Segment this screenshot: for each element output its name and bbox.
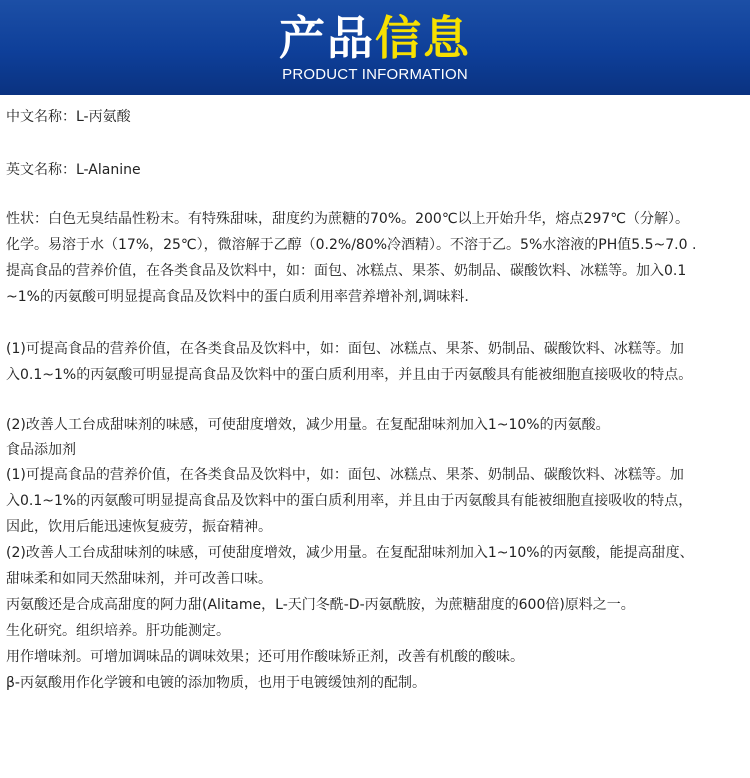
english-name-line: 英文名称：L-Alanine: [6, 162, 141, 178]
alitame-line: 丙氨酸还是合成高甜度的阿力甜(Alitame，L-天门冬酰-D-丙氨酰胺，为蔗糖甜度的600倍)原料之一。: [6, 597, 635, 613]
banner-title-white: 产品: [279, 11, 375, 65]
banner-title-yellow: 信息: [375, 11, 471, 65]
banner-title: [0, 8, 750, 68]
property-line-4: ~1%的丙氨酸可明显提高食品及饮料中的蛋白质利用率营养增补剂,调味料.: [6, 289, 469, 305]
flavor-enhancer-line: 用作增味剂。可增加调味品的调味效果；还可用作酸味矫正剂，改善有机酸的酸味。: [6, 649, 524, 665]
use-1-line-2: 入0.1~1%的丙氨酸可明显提高食品及饮料中的蛋白质利用率，并且由于丙氨酸具有能被细胞直接吸收的特点。: [6, 367, 693, 383]
use-2-line: (2)改善人工台成甜味剂的味感，可使甜度增效，减少用量。在复配甜味剂加入1~10%的丙氨酸。: [6, 417, 610, 433]
chinese-name-line: 中文名称：L-丙氨酸: [6, 109, 131, 125]
banner-subtitle: PRODUCT INFORMATION: [282, 66, 468, 83]
food-additive-heading: 食品添加剂: [6, 442, 76, 458]
property-line-2: 化学。易溶于水（17%，25℃），微溶解于乙醇（0.2%/80%冷酒精）。不溶于乙。5%水溶液的PH值5.5~7.0 .: [6, 237, 697, 253]
property-line-1: 性状：白色无臭结晶性粉末。有特殊甜味，甜度约为蔗糖的70%。200℃以上开始升华，熔点297℃（分解）。: [6, 211, 690, 227]
use-1-line-1: (1)可提高食品的营养价值，在各类食品及饮料中，如：面包、冰糕点、果茶、奶制品、碳酸饮料、冰糕等。加: [6, 341, 684, 357]
property-line-3: 提高食品的营养价值，在各类食品及饮料中，如：面包、冰糕点、果茶、奶制品、碳酸饮料、冰糕等。加入0.1: [6, 263, 687, 279]
beta-alanine-line: β-丙氨酸用作化学镀和电镀的添加物质，也用于电镀缓蚀剂的配制。: [6, 675, 426, 691]
additive-2-line-2: 甜味柔和如同天然甜味剂，并可改善口味。: [6, 571, 272, 587]
biochem-line: 生化研究。组织培养。肝功能测定。: [6, 623, 230, 639]
additive-1-line-3: 因此，饮用后能迅速恢复疲劳，振奋精神。: [6, 519, 272, 535]
additive-1-line-2: 入0.1~1%的丙氨酸可明显提高食品及饮料中的蛋白质利用率，并且由于丙氨酸具有能被细胞直接吸收的特点，: [6, 493, 693, 509]
additive-1-line-1: (1)可提高食品的营养价值，在各类食品及饮料中，如：面包、冰糕点、果茶、奶制品、碳酸饮料、冰糕等。加: [6, 467, 684, 483]
header-banner: [0, 0, 750, 95]
additive-2-line-1: (2)改善人工台成甜味剂的味感，可使甜度增效，减少用量。在复配甜味剂加入1~10%的丙氨酸，能提高甜度、: [6, 545, 694, 561]
